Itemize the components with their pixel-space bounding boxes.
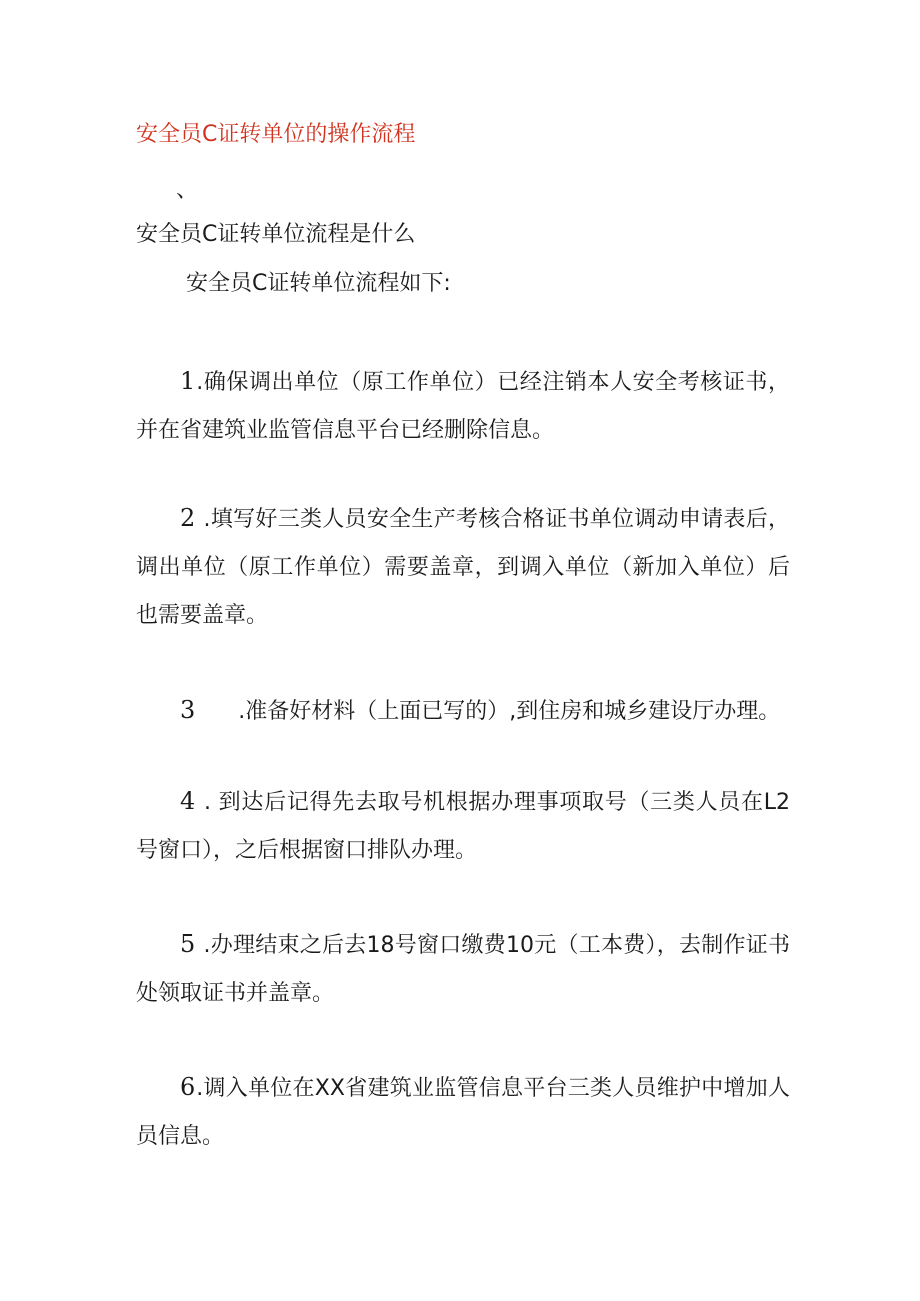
step-3-number: 3 — [180, 696, 197, 724]
step-5-number: 5 — [180, 930, 197, 958]
step-3-text: .准备好材料（上面已写的）,到住房和城乡建设厅办理。 — [196, 699, 781, 724]
step-4 — [136, 777, 790, 875]
step-4-number: 4 — [180, 787, 197, 815]
step-3 — [136, 686, 790, 736]
punctuation-mark: 、 — [176, 178, 199, 203]
document-title: 安全员C证转单位的操作流程 — [136, 122, 416, 147]
step-2-number: 2 — [180, 504, 197, 532]
step-5-text: .办理结束之后去18号窗口缴费10元（工本费），去制作证书处领取证书并盖章。 — [136, 933, 790, 1006]
intro-paragraph: 安全员C证转单位流程如下: — [186, 271, 451, 296]
step-4-text: . 到达后记得先去取号机根据办理事项取号（三类人员在L2号窗口），之后根据窗口排队办理。 — [136, 790, 790, 863]
step-6 — [136, 1063, 790, 1161]
section-heading: 安全员C证转单位流程是什么 — [136, 222, 416, 247]
step-6-number: 6 — [180, 1073, 197, 1101]
step-1-text: .确保调出单位（原工作单位）已经注销本人安全考核证书，并在省建筑业监管信息平台已经删除信息。 — [136, 370, 790, 443]
step-1 — [136, 357, 790, 455]
step-2 — [136, 494, 790, 640]
step-2-text: .填写好三类人员安全生产考核合格证书单位调动申请表后，调出单位（原工作单位）需要盖章，到调入单位（新加入单位）后也需要盖章。 — [136, 507, 790, 628]
step-5 — [136, 920, 790, 1018]
step-6-text: .调入单位在XX省建筑业监管信息平台三类人员维护中增加人员信息。 — [136, 1076, 790, 1149]
step-1-number: 1 — [180, 367, 197, 395]
